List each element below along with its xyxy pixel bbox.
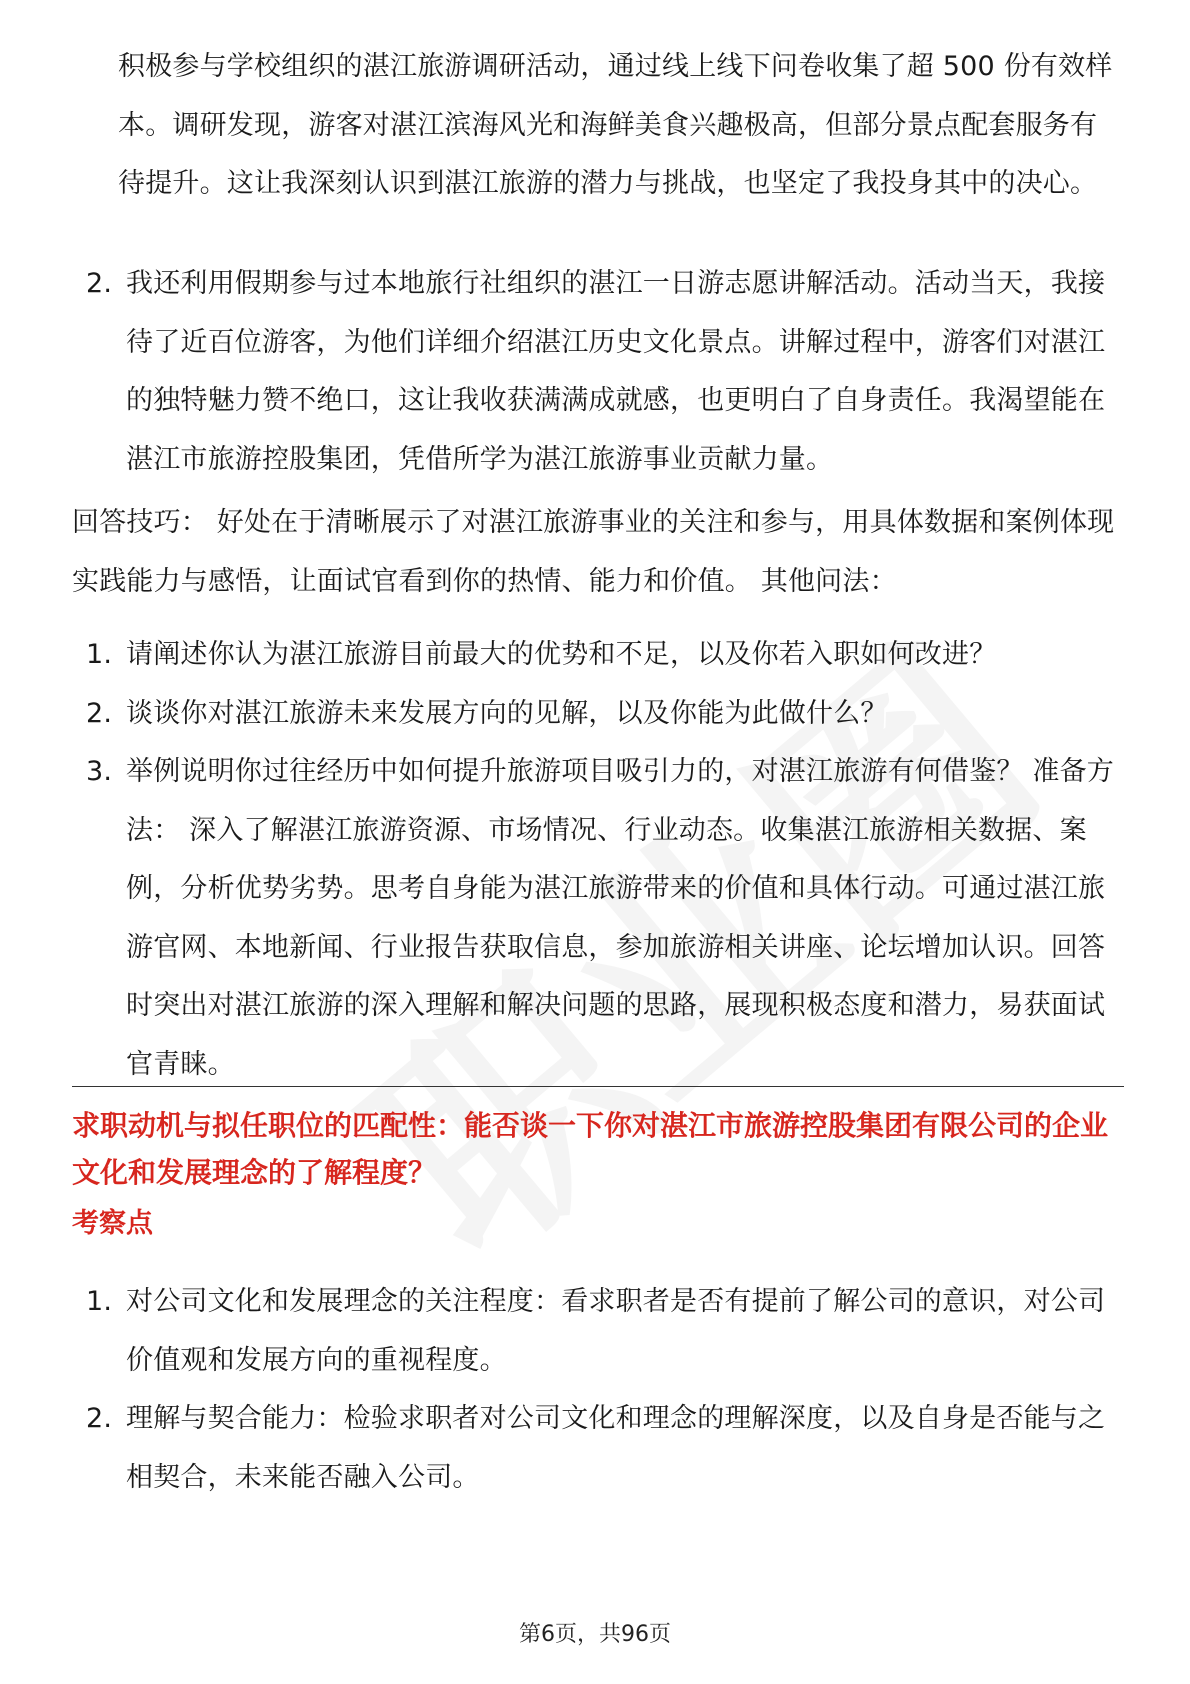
example-list [72, 255, 1124, 489]
list-item [72, 685, 1124, 744]
list-item-text: 我还利用假期参与过本地旅行社组织的湛江一日游志愿讲解活动。活动当天，我接待了近百位游客，为他们详细介绍湛江历史文化景点。讲解过程中，游客们对湛江的独特魅力赞不绝口，这让我收获满满成就感，也更明白了自身责任。我渴望能在湛江市旅游控股集团，凭借所学为湛江旅游事业贡献力量。 [126, 268, 1106, 475]
list-item [72, 626, 1124, 685]
page-footer: 第6页，共96页 [519, 1622, 671, 1647]
list-item-number: 2. [86, 697, 113, 729]
list-item [72, 255, 1124, 489]
list-item-number: 1. [86, 1286, 113, 1317]
list-item-number: 1. [86, 639, 113, 670]
section-divider [72, 1086, 1124, 1087]
list-item-number: 2. [86, 268, 113, 299]
list-item-text: 谈谈你对湛江旅游未来发展方向的见解，以及你能为此做什么？ [126, 697, 888, 729]
tips-paragraph: 回答技巧： 好处在于清晰展示了对湛江旅游事业的关注和参与，用具体数据和案例体现实践能力与感悟，让面试官看到你的热情、能力和价值。 其他问法： [72, 507, 1115, 597]
list-item-number: 2. [86, 1403, 113, 1434]
assessment-points-list [72, 1273, 1124, 1507]
list-item [72, 1273, 1124, 1390]
list-item-text: 理解与契合能力：检验求职者对公司文化和理念的理解深度，以及自身是否能与之相契合，未来能否融入公司。 [126, 1403, 1106, 1493]
list-item-text: 举例说明你过往经历中如何提升旅游项目吸引力的，对湛江旅游有何借鉴？ 准备方法： 深入了解湛江旅游资源、市场情况、行业动态。收集湛江旅游相关数据、案例，分析优势劣势。思考自身能为湛江旅游带来的价值和具体行动。可通过湛江旅游官网、本地新闻、行业报告获取信息，参加旅游相关讲座、论坛增加认识。回答时突出对湛江旅游的深入理解和解决问题的思路，展现积极态度和潜力，易获面试官青睐。 [126, 756, 1114, 1080]
question-heading: 求职动机与拟任职位的匹配性：能否谈一下你对湛江市旅游控股集团有限公司的企业文化和发展理念的了解程度？ [72, 1109, 1109, 1189]
list-item-text: 对公司文化和发展理念的关注程度：看求职者是否有提前了解公司的意识，对公司价值观和发展方向的重视程度。 [126, 1286, 1106, 1376]
intro-paragraph: 积极参与学校组织的湛江旅游调研活动，通过线上线下问卷收集了超 500 份有效样本。调研发现，游客对湛江滨海风光和海鲜美食兴趣极高，但部分景点配套服务有待提升。这让我深刻认识到湛江旅游的潜力与挑战，也坚定了我投身其中的决心。 [118, 51, 1113, 199]
list-item-text: 请阐述你认为湛江旅游目前最大的优势和不足，以及你若入职如何改进？ [126, 639, 997, 670]
assessment-label: 考察点 [72, 1208, 153, 1239]
list-item [72, 1390, 1124, 1507]
list-item-number: 3. [86, 756, 113, 787]
other-questions-list [72, 626, 1124, 1094]
list-item [72, 743, 1124, 1094]
